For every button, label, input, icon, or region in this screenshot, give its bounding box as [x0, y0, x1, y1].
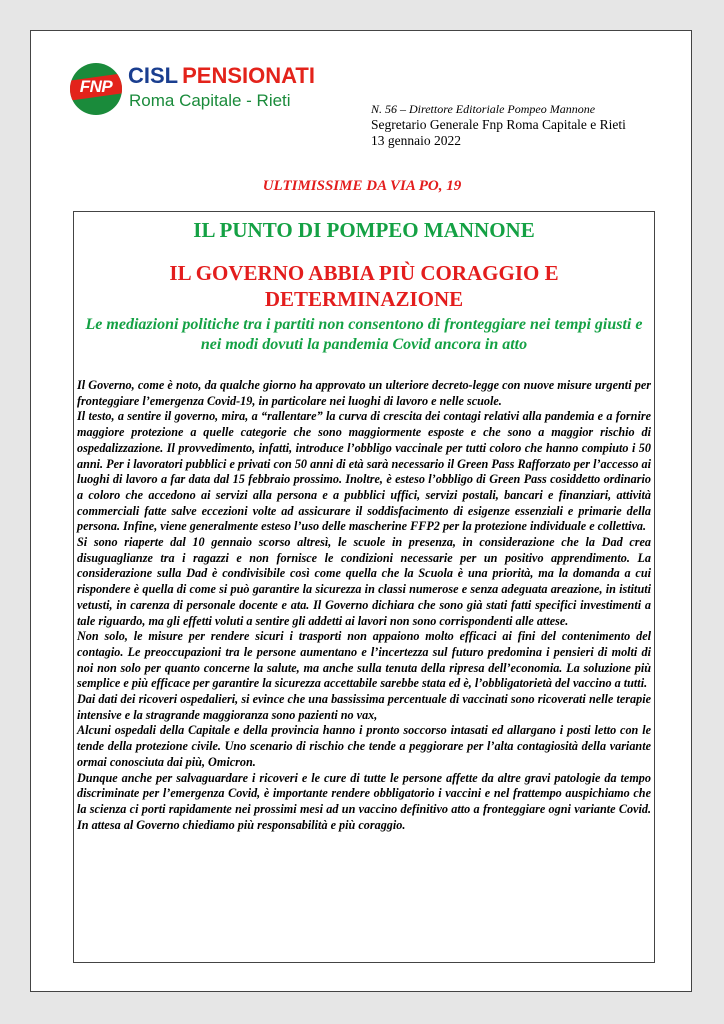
article-subheadline: Le mediazioni politiche tra i partiti non consentono di fronteggiare nei tempi giusti e nei modi dovuti la pandemia Covid ancora in atto [85, 316, 643, 353]
logo-org-name [128, 63, 315, 89]
article-headline: IL GOVERNO ABBIA PIÙ CORAGGIO E DETERMINAZIONE [169, 261, 559, 311]
section-kicker: ULTIMISSIME DA VIA PO, 19 [262, 178, 462, 194]
article-paragraph: Alcuni ospedali della Capitale e della provincia hanno i pronto soccorso intasati ed allargano i posti letto con le tende della protezione civile. Uno scenario di rischio che tende a peggiorare per l’alta contagiosità della variante ormai conosciuta dai più, Omicron. [77, 723, 651, 769]
secretary-line: Segretario Generale Fnp Roma Capitale e Rieti [371, 117, 626, 132]
editorial-line: N. 56 – Direttore Editoriale Pompeo Mannone [371, 102, 596, 116]
article-paragraph: Il testo, a sentire il governo, mira, a “rallentare” la curva di crescita dei contagi relativi alla pandemia e a fornire maggiore protezione a quelle categorie che sono maggiormente esposte e che sono a maggior rischio di ospedalizzazione. Il provvedimento, infatti, introduce l’obbligo vaccinale per tutti coloro che hanno compiuto i 50 anni. Per i lavoratori pubblici e privati con 50 anni di età sarà necessario il Green Pass Rafforzato per l’accesso ai luoghi di lavoro a far data dal 15 febbraio prossimo. Inoltre, è esteso l’obbligo di Green Pass cosiddetto ordinario a coloro che accedono ai servizi alla persona e a pubblici uffici, servizi postali, bancari e finanziari, attività commerciali fatte salve eccezioni volte ad assicurare il soddisfacimento di esigenze essenziali e primarie della persona. Infine, viene generalmente esteso l’uso delle mascherine FFP2 per la protezione individuale e collettiva. [77, 409, 651, 534]
column-title: IL PUNTO DI POMPEO MANNONE [193, 218, 535, 242]
newsletter-page [30, 30, 692, 992]
fnp-cisl-pensionati-logo [68, 59, 325, 117]
article-paragraph: Dunque anche per salvaguardare i ricoveri e le cure di tutte le persone affette da altre gravi patologie da tempo discriminate per l’emergenza Covid, è importante rendere obbligatorio i vaccini e nel frattempo auspichiamo che la scienza ci porti rapidamente nei prossimi mesi ad un vaccino definitivo atto a fronteggiare ogni variante Covid. In attesa al Governo chiediamo più responsabilità e più coraggio. [77, 770, 651, 832]
article-body [77, 378, 651, 833]
issue-date: 13 gennaio 2022 [371, 133, 461, 148]
logo-badge-text: FNP [79, 77, 113, 96]
article-paragraph: Dai dati dei ricoveri ospedalieri, si evince che una bassissima percentuale di vaccinati sono ricoverati nelle terapie intensive e la stragrande maggioranza sono pazienti no vax, [77, 692, 651, 722]
logo-pensionati-text: PENSIONATI [182, 63, 315, 88]
logo-cisl-text: CISL [128, 63, 179, 88]
logo-region-text: Roma Capitale - Rieti [129, 91, 291, 110]
masthead-info [371, 101, 691, 149]
article-paragraph: Il Governo, come è noto, da qualche giorno ha approvato un ulteriore decreto-legge con nuove misure urgenti per fronteggiare l’emergenza Covid-19, in particolare nei luoghi di lavoro e nelle scuole. [77, 378, 651, 408]
article-box [73, 211, 655, 963]
fnp-badge-icon [70, 63, 122, 115]
article-paragraph: Si sono riaperte dal 10 gennaio scorso altresì, le scuole in presenza, in considerazione che la Dad crea disuguaglianze tra i ragazzi e non fornisce le condizioni necessarie per un positivo apprendimento. La considerazione sulla Dad è condivisibile così come quella che la Scuola è una priorità, ma la domanda a cui rispondere è quella di come si può garantire la sicurezza in classi numerose e senza adeguata areazione, in istituti vetusti, in carenza di personale docente e ata. Il Governo dichiara che sono già stati fatti specifici investimenti a tale riguardo, ma gli effetti voluti a sentire gli addetti ai lavori non sono corrispondenti alle attese. [77, 535, 651, 628]
article-paragraph: Non solo, le misure per rendere sicuri i trasporti non appaiono molto efficaci ai fini del contenimento del contagio. Le preoccupazioni tra le persone aumentano e l’incertezza sul futuro predomina i pensieri di molti di noi non solo per quanto concerne la salute, ma anche sulla tenuta della ripresa dell’economia. La soluzione più semplice e più efficace per garantire la sicurezza accettabile sarebbe stata ed è, l’obbligatorietà del vaccino a tutti. [77, 629, 651, 691]
